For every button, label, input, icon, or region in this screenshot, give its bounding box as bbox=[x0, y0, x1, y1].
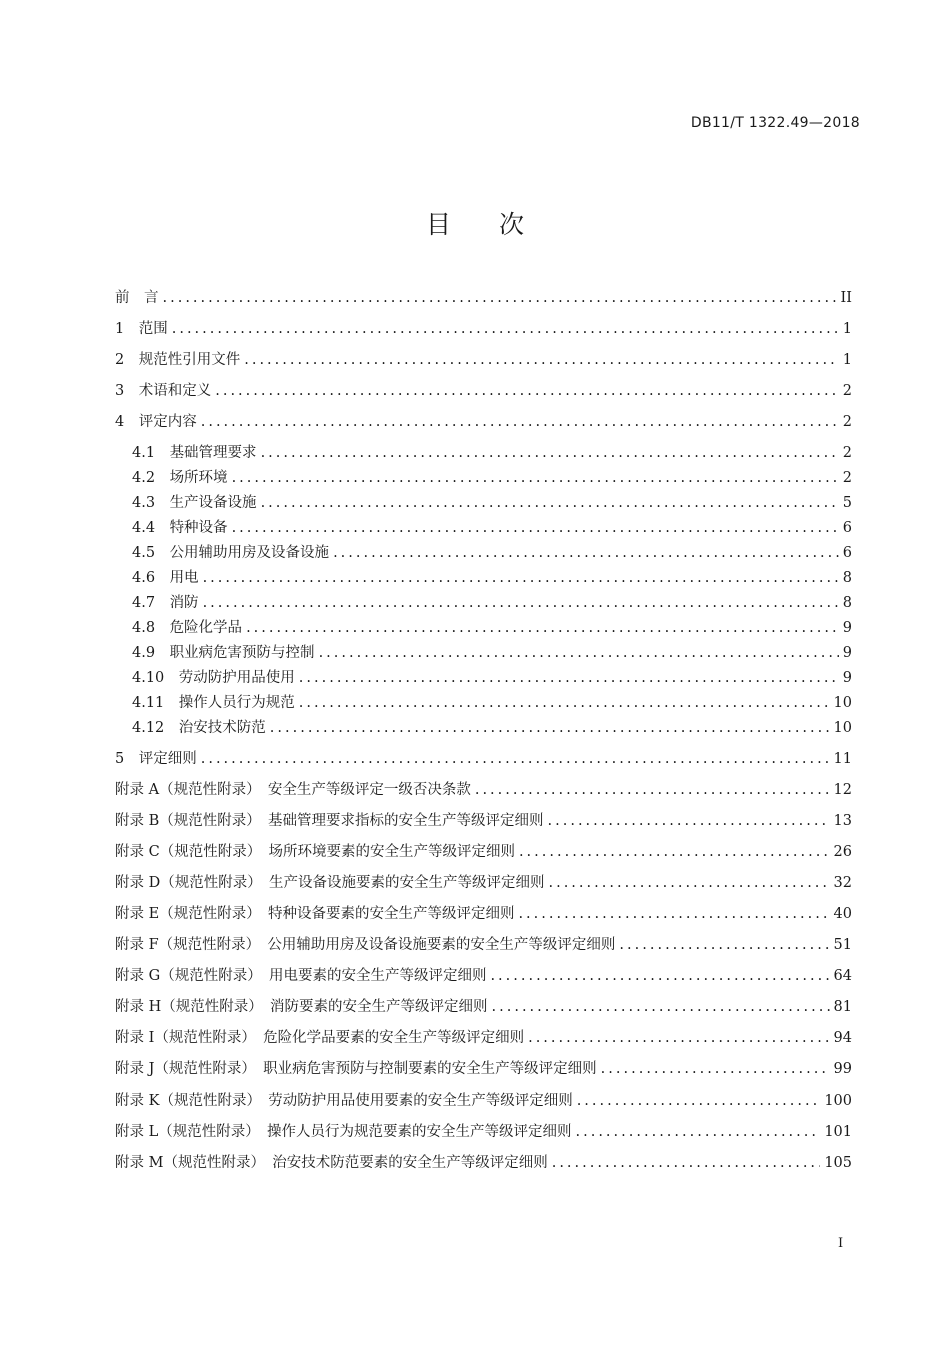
toc-entry-appendix-d[interactable] bbox=[115, 872, 852, 894]
toc-entry-page: 12 bbox=[833, 782, 852, 798]
toc-entry-page: 99 bbox=[833, 1061, 852, 1077]
toc-entry-title: 场所环境要素的安全生产等级评定细则 bbox=[268, 844, 515, 860]
toc-entry-4-4[interactable] bbox=[132, 517, 852, 539]
toc-entry-number: 3 bbox=[115, 383, 139, 399]
toc-entry-title: 安全生产等级评定一级否决条款 bbox=[267, 782, 471, 798]
toc-entry-title: 基础管理要求 bbox=[169, 445, 257, 461]
toc-entry-4-7[interactable] bbox=[132, 592, 852, 614]
toc-entry-page: 5 bbox=[842, 495, 852, 511]
toc-leader-dots bbox=[215, 380, 839, 402]
toc-entry-page: 8 bbox=[842, 570, 852, 586]
toc-entry-appendix-i[interactable] bbox=[115, 1027, 852, 1049]
toc-entry-number: 附录 L（规范性附录） bbox=[115, 1124, 267, 1140]
toc-entry-title: 劳动防护用品使用要素的安全生产等级评定细则 bbox=[268, 1093, 573, 1109]
toc-leader-dots bbox=[548, 872, 829, 894]
toc-entry-page: 2 bbox=[842, 383, 852, 399]
toc-entry-title: 场所环境 bbox=[169, 470, 228, 486]
toc-entry-title: 生产设备设施 bbox=[169, 495, 257, 511]
toc-leader-dots bbox=[475, 779, 830, 801]
toc-entry-4-2[interactable] bbox=[132, 467, 852, 489]
toc-entry-page: 13 bbox=[833, 813, 852, 829]
toc-entry-page: 26 bbox=[833, 844, 852, 860]
toc-entry-number: 4.9 bbox=[132, 645, 170, 661]
toc-entry-page: 10 bbox=[833, 695, 852, 711]
toc-leader-dots bbox=[201, 748, 830, 770]
toc-entry-page: 11 bbox=[833, 751, 852, 767]
toc-entry-title: 劳动防护用品使用 bbox=[178, 670, 295, 686]
toc-entry-title: 生产设备设施要素的安全生产等级评定细则 bbox=[268, 875, 545, 891]
toc-entry-number: 4.10 bbox=[132, 670, 179, 686]
toc-entry-4-6[interactable] bbox=[132, 567, 852, 589]
toc-leader-dots bbox=[246, 617, 839, 639]
toc-entry-page: 6 bbox=[842, 545, 852, 561]
toc-entry-title: 评定内容 bbox=[138, 414, 197, 430]
toc-entry-page: 9 bbox=[842, 620, 852, 636]
toc-entry-title: 危险化学品要素的安全生产等级评定细则 bbox=[263, 1030, 525, 1046]
toc-entry-title: 公用辅助用房及设备设施要素的安全生产等级评定细则 bbox=[267, 937, 616, 953]
toc-leader-dots bbox=[552, 1152, 821, 1174]
toc-entry-number: 5 bbox=[115, 751, 139, 767]
toc-entry-number: 4.4 bbox=[132, 520, 170, 536]
toc-entry-number: 附录 H（规范性附录） bbox=[115, 999, 271, 1015]
toc-entry-title: 前 言 bbox=[115, 290, 159, 306]
toc-leader-dots bbox=[299, 692, 830, 714]
toc-entry-page: 6 bbox=[842, 520, 852, 536]
toc-entry-appendix-g[interactable] bbox=[115, 965, 852, 987]
toc-entry-appendix-j[interactable] bbox=[115, 1058, 852, 1080]
toc-entry-page: II bbox=[840, 290, 852, 306]
toc-leader-dots bbox=[518, 903, 829, 925]
toc-entry-4-5[interactable] bbox=[132, 542, 852, 564]
toc-entry-4-8[interactable] bbox=[132, 617, 852, 639]
toc-entry-4-10[interactable] bbox=[132, 667, 852, 689]
toc-leader-dots bbox=[577, 1090, 821, 1112]
toc-entry-title: 特种设备 bbox=[169, 520, 228, 536]
toc-entry-page: 64 bbox=[833, 968, 852, 984]
toc-entry-number: 4.8 bbox=[132, 620, 170, 636]
toc-entry-number: 附录 F（规范性附录） bbox=[115, 937, 268, 953]
toc-entry-appendix-b[interactable] bbox=[115, 810, 852, 832]
toc-entry-foreword[interactable] bbox=[115, 287, 852, 309]
toc-leader-dots bbox=[619, 934, 829, 956]
toc-leader-dots bbox=[261, 492, 839, 514]
toc-leader-dots bbox=[299, 667, 839, 689]
toc-entry-title: 消防 bbox=[169, 595, 199, 611]
toc-entry-title: 治安技术防范 bbox=[178, 720, 266, 736]
toc-leader-dots bbox=[244, 349, 839, 371]
toc-entry-1[interactable] bbox=[115, 318, 852, 340]
toc-entry-number: 4.7 bbox=[132, 595, 170, 611]
toc-entry-number: 4.12 bbox=[132, 720, 179, 736]
toc-title-part2: 次 bbox=[499, 210, 525, 239]
toc-entry-appendix-h[interactable] bbox=[115, 996, 852, 1018]
toc-entry-title: 消防要素的安全生产等级评定细则 bbox=[270, 999, 488, 1015]
toc-entry-number: 2 bbox=[115, 352, 139, 368]
toc-leader-dots bbox=[232, 517, 839, 539]
toc-entry-title: 评定细则 bbox=[138, 751, 197, 767]
toc-leader-dots bbox=[203, 567, 839, 589]
toc-entry-4-9[interactable] bbox=[132, 642, 852, 664]
toc-entry-number: 附录 D（规范性附录） bbox=[115, 875, 269, 891]
toc-leader-dots bbox=[201, 411, 839, 433]
toc-entry-number: 4.11 bbox=[132, 695, 179, 711]
toc-entry-appendix-a[interactable] bbox=[115, 779, 852, 801]
toc-entry-number: 附录 A（规范性附录） bbox=[115, 782, 268, 798]
toc-entry-page: 1 bbox=[842, 352, 852, 368]
toc-entry-number: 4 bbox=[115, 414, 139, 430]
toc-leader-dots bbox=[270, 717, 830, 739]
toc-entry-number: 4.6 bbox=[132, 570, 170, 586]
toc-entry-number: 4.3 bbox=[132, 495, 170, 511]
toc-entry-page: 2 bbox=[842, 445, 852, 461]
toc-entry-page: 8 bbox=[842, 595, 852, 611]
toc-entry-page: 51 bbox=[833, 937, 852, 953]
toc-entry-number: 附录 C（规范性附录） bbox=[115, 844, 269, 860]
toc-entry-3[interactable] bbox=[115, 380, 852, 402]
toc-entry-4-11[interactable] bbox=[132, 692, 852, 714]
toc-entry-page: 9 bbox=[842, 645, 852, 661]
toc-leader-dots bbox=[490, 965, 829, 987]
toc-entry-number: 4.5 bbox=[132, 545, 170, 561]
toc-entry-number: 附录 E（规范性附录） bbox=[115, 906, 268, 922]
toc-entry-title: 职业病危害预防与控制 bbox=[169, 645, 315, 661]
toc-entry-appendix-l[interactable] bbox=[115, 1121, 852, 1143]
toc-entry-number: 附录 J（规范性附录） bbox=[115, 1061, 264, 1077]
page-number: I bbox=[838, 1236, 844, 1251]
toc-entry-title: 特种设备要素的安全生产等级评定细则 bbox=[267, 906, 515, 922]
toc-entry-title: 范围 bbox=[138, 321, 168, 337]
toc-entry-4-1[interactable] bbox=[132, 442, 852, 464]
toc-leader-dots bbox=[528, 1027, 829, 1049]
toc-entry-title: 危险化学品 bbox=[169, 620, 243, 636]
toc-leader-dots bbox=[333, 542, 839, 564]
toc-entry-page: 1 bbox=[842, 321, 852, 337]
toc-entry-title: 职业病危害预防与控制要素的安全生产等级评定细则 bbox=[263, 1061, 597, 1077]
toc-entry-title: 规范性引用文件 bbox=[138, 352, 241, 368]
toc-entry-page: 9 bbox=[842, 670, 852, 686]
toc-leader-dots bbox=[319, 642, 839, 664]
toc-entry-page: 32 bbox=[833, 875, 852, 891]
toc-entry-appendix-f[interactable] bbox=[115, 934, 852, 956]
toc-title-part1: 目 bbox=[425, 210, 451, 239]
toc-entry-page: 94 bbox=[833, 1030, 852, 1046]
toc-entry-page: 105 bbox=[824, 1155, 852, 1171]
toc-entry-title: 用电要素的安全生产等级评定细则 bbox=[268, 968, 487, 984]
toc-leader-dots bbox=[203, 592, 839, 614]
toc-entry-number: 附录 K（规范性附录） bbox=[115, 1093, 269, 1109]
toc-entry-number: 附录 B（规范性附录） bbox=[115, 813, 269, 829]
toc-entry-page: 2 bbox=[842, 414, 852, 430]
toc-leader-dots bbox=[163, 287, 837, 309]
toc-entry-number: 4.1 bbox=[132, 445, 170, 461]
toc-entry-4[interactable] bbox=[115, 411, 852, 433]
toc-leader-dots bbox=[548, 810, 830, 832]
toc-leader-dots bbox=[601, 1058, 830, 1080]
toc-entry-title: 基础管理要求指标的安全生产等级评定细则 bbox=[268, 813, 544, 829]
toc-entry-title: 公用辅助用房及设备设施 bbox=[169, 545, 330, 561]
toc-entry-2[interactable] bbox=[115, 349, 852, 371]
toc-entry-page: 81 bbox=[833, 999, 852, 1015]
toc-entry-number: 附录 I（规范性附录） bbox=[115, 1030, 264, 1046]
toc-entry-4-12[interactable] bbox=[132, 717, 852, 739]
toc-entry-appendix-m[interactable] bbox=[115, 1152, 852, 1174]
toc-entry-title: 治安技术防范要素的安全生产等级评定细则 bbox=[272, 1155, 548, 1171]
toc-entry-appendix-e[interactable] bbox=[115, 903, 852, 925]
toc-entry-4-3[interactable] bbox=[132, 492, 852, 514]
toc-entry-page: 100 bbox=[824, 1093, 852, 1109]
toc-entry-title: 用电 bbox=[169, 570, 199, 586]
document-code: DB11/T 1322.49—2018 bbox=[690, 115, 860, 131]
toc-entry-number: 附录 G（规范性附录） bbox=[115, 968, 269, 984]
toc-entry-page: 40 bbox=[833, 906, 852, 922]
toc-entry-page: 2 bbox=[842, 470, 852, 486]
toc-entry-number: 4.2 bbox=[132, 470, 170, 486]
toc-leader-dots bbox=[492, 996, 830, 1018]
toc-entry-title: 操作人员行为规范要素的安全生产等级评定细则 bbox=[267, 1124, 572, 1140]
toc-entry-5[interactable] bbox=[115, 748, 852, 770]
toc-entry-number: 1 bbox=[115, 321, 139, 337]
toc-leader-dots bbox=[261, 442, 839, 464]
toc-leader-dots bbox=[232, 467, 839, 489]
toc-entry-title: 术语和定义 bbox=[138, 383, 212, 399]
toc-entry-page: 10 bbox=[833, 720, 852, 736]
toc-leader-dots bbox=[172, 318, 839, 340]
toc-entry-appendix-k[interactable] bbox=[115, 1090, 852, 1112]
toc-entry-appendix-c[interactable] bbox=[115, 841, 852, 863]
toc-entry-number: 附录 M（规范性附录） bbox=[115, 1155, 273, 1171]
toc-entry-title: 操作人员行为规范 bbox=[178, 695, 295, 711]
toc-leader-dots bbox=[519, 841, 830, 863]
toc-leader-dots bbox=[576, 1121, 821, 1143]
toc-entry-page: 101 bbox=[824, 1124, 852, 1140]
